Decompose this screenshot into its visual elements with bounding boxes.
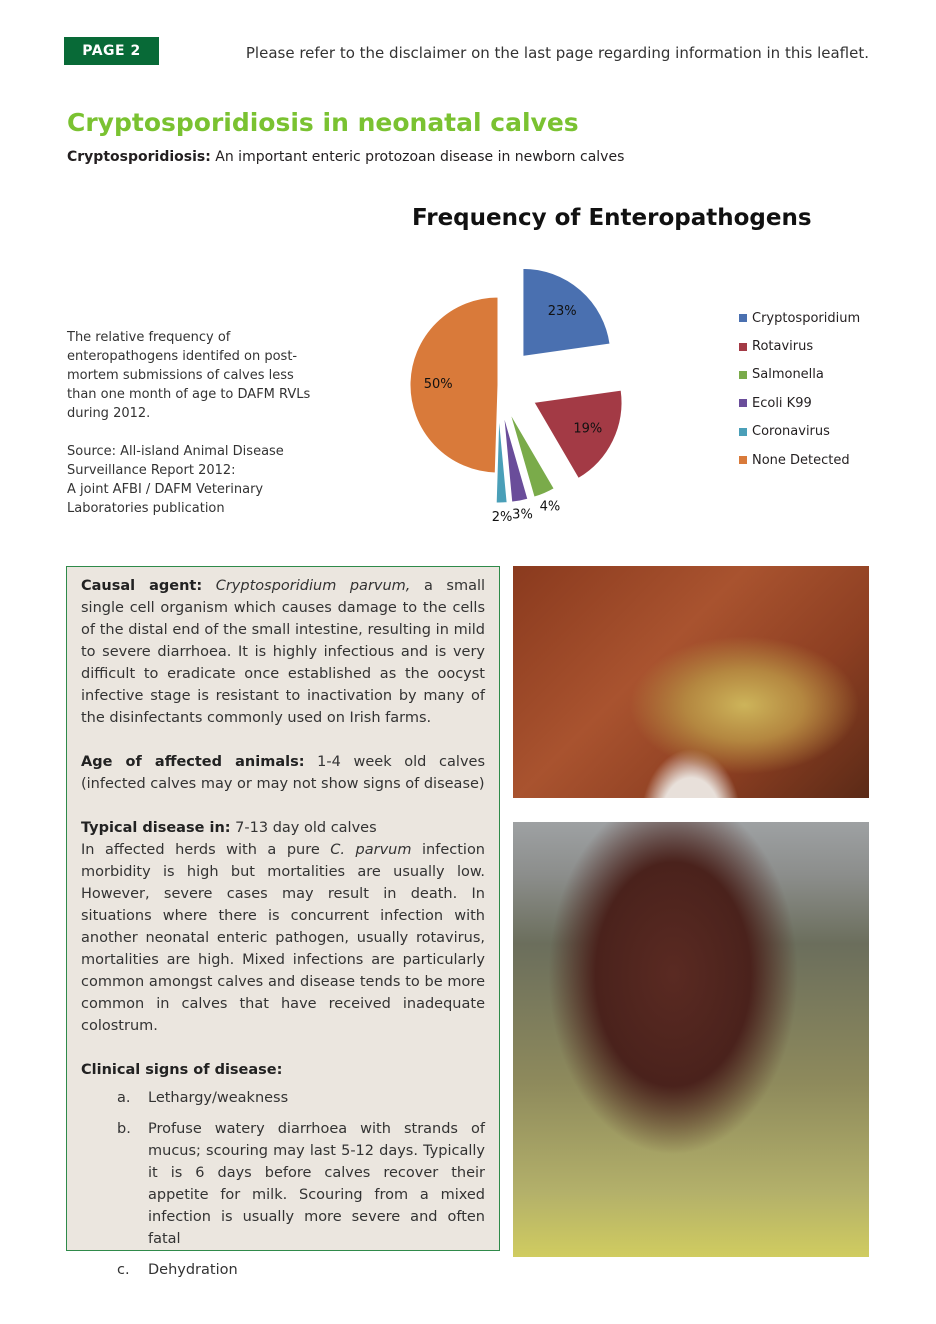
chart-legend [739,304,860,474]
legend-swatch [739,428,747,436]
legend-swatch [739,371,747,379]
pie-label: 2% [491,509,513,525]
subtitle-label: Cryptosporidiosis: [67,149,211,165]
chart-description-text: The relative frequency of enteropathogens identifed on post-mortem submissions of calves less than one month of age to DAFM RVLs during 2012. [67,330,311,421]
page-badge: PAGE 2 [64,37,159,65]
age-text: 1-4 week old calves (infected calves may or may not show signs of disease) [81,754,485,792]
list-letter: b. [117,1121,131,1137]
legend-item [739,361,860,389]
chart-description [67,328,317,518]
typical-paragraph [81,817,485,1037]
typical-species: C. parvum [330,842,412,858]
list-item [117,1259,485,1281]
age-paragraph [81,751,485,795]
legend-label: Ecoli K99 [752,395,812,411]
clinical-signs-list [117,1087,485,1281]
legend-label: Salmonella [752,367,824,383]
causal-agent-paragraph [81,575,485,729]
legend-label: Cryptosporidium [752,310,861,326]
legend-swatch [739,456,747,464]
legend-swatch [739,314,747,322]
list-letter: a. [117,1090,131,1106]
source-line: Source: All-island Animal Disease Surveillance Report 2012: [67,444,284,478]
pie-label: 23% [547,304,577,320]
causal-label: Causal agent: [81,578,203,594]
legend-item [739,418,860,446]
legend-item [739,446,860,474]
list-text: Profuse watery diarrhoea with strands of mucus; scouring may last 5-12 days. Typically it is 6 days before calves recover their appetite for milk. Scouring from a mixed infection is usually more severe and often fatal [148,1121,485,1247]
legend-item [739,304,860,332]
pie-label: 50% [423,377,453,393]
list-letter: c. [117,1262,130,1278]
legend-item [739,332,860,360]
typical-label: Typical disease in: [81,820,231,836]
age-label: Age of affected animals: [81,754,305,770]
legend-label: None Detected [752,452,850,468]
typical-text-2: infection morbidity is high but mortalities are usually low. However, severe cases may result in death. In situations where there is concurrent infection with another neonatal enteric pathogen, usually rotavirus, mortalities are high. Mixed infections are particularly common amongst calves and disease tends to be more common in calves that have received inadequate colostrum. [81,842,486,1034]
legend-swatch [739,399,747,407]
legend-item [739,389,860,417]
page-title: Cryptosporidiosis in neonatal calves [67,108,579,137]
typical-text-1: In affected herds with a pure [81,842,331,858]
info-box [66,566,500,1278]
subtitle [67,149,624,165]
causal-species: Cryptosporidium parvum, [215,578,411,594]
legend-label: Coronavirus [752,424,830,440]
list-text: Lethargy/weakness [148,1090,289,1106]
source-line: A joint AFBI / DAFM Veterinary Laboratories publication [67,482,264,516]
list-item [117,1087,485,1109]
clinical-label: Clinical signs of disease: [81,1062,283,1078]
list-text: Dehydration [148,1262,238,1278]
chart-title: Frequency of Enteropathogens [412,205,812,231]
calf-hindquarters-photo [513,566,869,798]
legend-swatch [739,343,747,351]
disclaimer: Please refer to the disclaimer on the last page regarding information in this leaflet. [245,44,869,62]
list-item [117,1118,485,1250]
pie-chart [390,260,650,530]
pie-label: 3% [512,507,533,523]
causal-text: a small single cell organism which causes damage to the cells of the distal end of the small intestine, resulting in mild to severe diarrhoea. It is highly infectious and is very difficult to eradicate once established as the oocyst infective stage is resistant to inactivation by many of the disinfectants commonly used on Irish farms. [81,578,486,726]
legend-label: Rotavirus [752,339,814,355]
subtitle-text: An important enteric protozoan disease in newborn calves [210,149,625,165]
typical-text: 7-13 day old calves [230,820,377,836]
sick-calf-photo [513,822,869,1257]
pie-label: 4% [539,499,561,515]
pie-label: 19% [573,421,603,437]
